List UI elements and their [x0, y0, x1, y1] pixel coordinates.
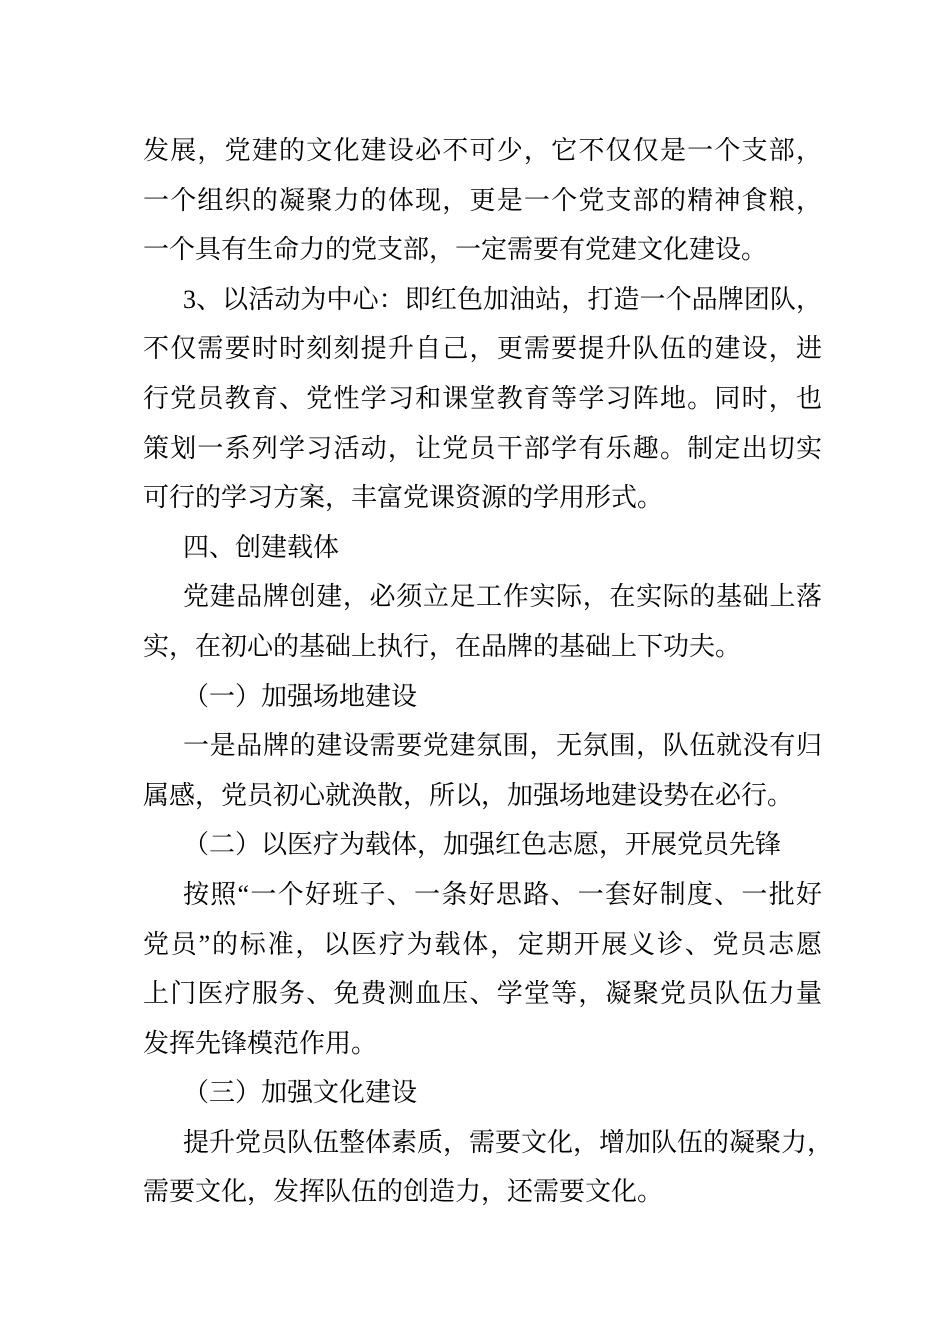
paragraph — [143, 870, 822, 1068]
paragraph — [143, 672, 822, 722]
document-body — [143, 126, 834, 1217]
paragraph — [143, 275, 822, 523]
text-line: （一）加强场地建设 — [183, 681, 418, 711]
text-line: 可行的学习方案，丰富党课资源的学用形式。 — [143, 483, 664, 513]
text-line: 实，在初心的基础上执行，在品牌的基础上下功夫。 — [143, 631, 742, 661]
paragraph — [143, 572, 822, 671]
text-line: 行党员教育、党性学习和课堂教育等学习阵地。同时，也 — [143, 383, 822, 413]
text-line: 发展，党建的文化建设必不可少，它不仅仅是一个支部， — [143, 136, 822, 165]
paragraph — [143, 820, 822, 870]
text-line: 党员”的标准，以医疗为载体，定期开展义诊、党员志愿 — [143, 929, 822, 959]
text-line: 四、创建载体 — [183, 532, 340, 562]
text-line: 按照“一个好班子、一条好思路、一套好制度、一批好 — [183, 879, 822, 909]
text-line: 一个具有生命力的党支部，一定需要有党建文化建设。 — [143, 235, 768, 265]
text-line: （二）以医疗为载体，加强红色志愿，开展党员先锋 — [183, 830, 782, 860]
paragraph — [143, 1068, 822, 1118]
paragraph — [143, 1118, 834, 1217]
text-line: 一个组织的凝聚力的体现，更是一个党支部的精神食粮， — [143, 185, 822, 215]
text-line: 需要文化，发挥队伍的创造力，还需要文化。 — [143, 1177, 664, 1207]
text-line: 发挥先锋模范作用。 — [143, 1028, 378, 1058]
text-line: 提升党员队伍整体素质，需要文化，增加队伍的凝聚力， — [183, 1127, 834, 1157]
text-line: 一是品牌的建设需要党建氛围，无氛围，队伍就没有归 — [183, 731, 822, 761]
paragraph — [143, 523, 822, 573]
text-line: （三）加强文化建设 — [183, 1078, 418, 1108]
text-line: 党建品牌创建，必须立足工作实际，在实际的基础上落 — [183, 582, 822, 612]
text-line: 不仅需要时时刻刻提升自己，更需要提升队伍的建设，进 — [143, 334, 822, 364]
text-line: 上门医疗服务、免费测血压、学堂等，凝聚党员队伍力量 — [143, 979, 822, 1009]
paragraph — [143, 126, 822, 275]
text-line: 3、以活动为中心：即红色加油站，打造一个品牌团队， — [183, 284, 822, 314]
text-line: 属感，党员初心就涣散，所以，加强场地建设势在必行。 — [143, 780, 794, 810]
paragraph — [143, 721, 822, 820]
text-line: 策划一系列学习活动，让党员干部学有乐趣。制定出切实 — [143, 433, 822, 463]
